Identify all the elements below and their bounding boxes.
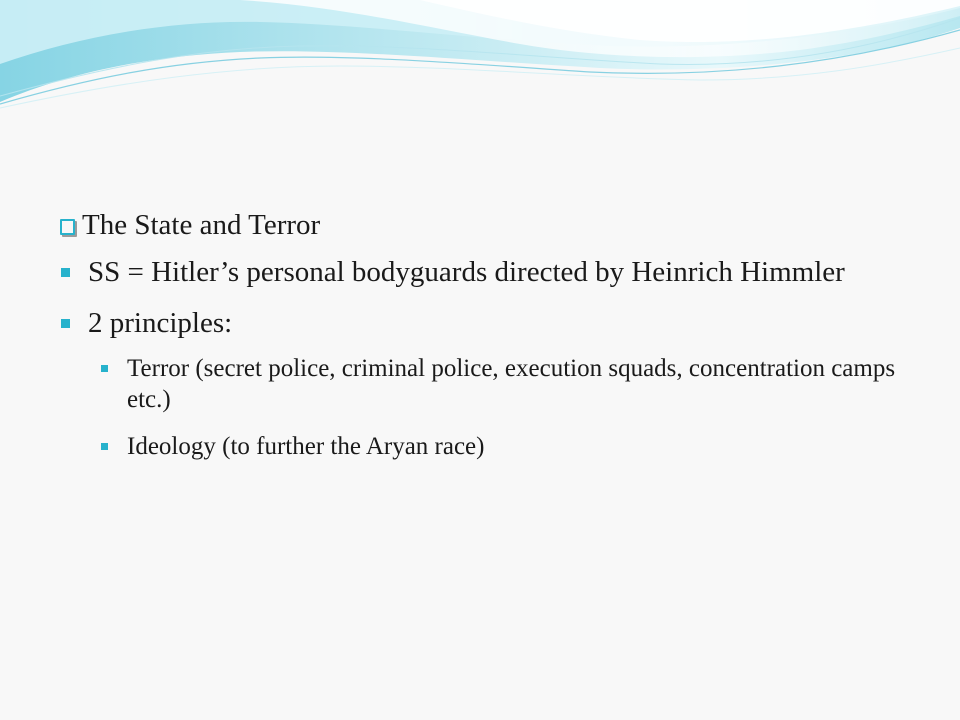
square-bullet-icon [61, 268, 70, 277]
sub-bullet-text: Terror (secret police, criminal police, execution squads, concentration camps etc.) [127, 355, 896, 413]
sub-bullet-text: Ideology (to further the Aryan race) [127, 433, 485, 460]
section-heading-text: The State and Terror [82, 209, 321, 241]
square-bullet-icon [101, 443, 108, 450]
square-bullet-icon [61, 319, 70, 328]
slide-content [60, 208, 920, 462]
bullet-text: 2 principles: [88, 307, 233, 339]
hollow-square-bullet-icon [60, 219, 75, 235]
sub-bullet-item [100, 353, 920, 415]
bullet-text: SS = Hitler’s personal bodyguards directed by Heinrich Himmler [88, 256, 845, 288]
section-heading [60, 208, 920, 242]
header-wave-decoration [0, 0, 960, 120]
bullet-item [60, 306, 920, 340]
sub-bullet-item [100, 431, 920, 462]
bullet-item [60, 255, 920, 289]
square-bullet-icon [101, 365, 108, 372]
